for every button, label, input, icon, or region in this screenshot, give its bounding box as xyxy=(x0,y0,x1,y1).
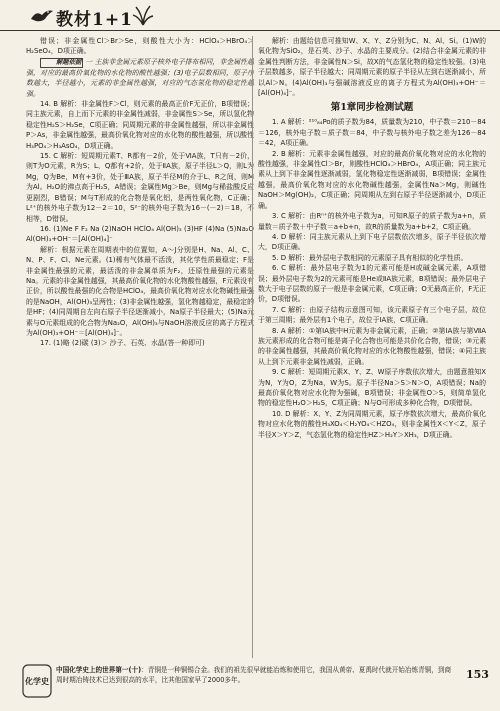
column-divider xyxy=(252,36,253,658)
method-note xyxy=(26,57,254,99)
method-note-text: 一 主族非金属元素原子核外电子排布相同，非金属性越强，对应的最高价氧化物的水化物的酸性越强；(3)电子层数相同，原子序数越大，半径越小，元素的非金属性越强，对应的气态氢化物的稳定性越强。 xyxy=(26,57,254,98)
test-answer-7: 7. C 解析：由原子结构示意图可知，该元素原子有三个电子层，故位于第三周期；最外层有1个电子，故位于ⅠA族，C项正确。 xyxy=(258,305,486,325)
history-note-body: ：青铜是一种铜锡合金。我们的祖先很早就能冶炼和使用它，我国从黄帝、夏禹时代就开始冶炼青铜，到商周时期冶铸技术已达到很高的水平，比其他国家早了2000多年。 xyxy=(56,666,452,684)
answer-item-15: 15. C 解析：短周期元素T、R都有－2价，处于ⅥA族，T只有－2价，则T为O元素，R为S；L、Q都有+2价，处于ⅡA族，原子半径L＞Q，则L为Mg，Q为Be，M有+3价，处于ⅢA族，原子半径M的介于L、R之间，则M为Al。H₂O的沸点高于H₂S，A错误；金属性Mg＞Be，则Mg与稀盐酸反应更剧烈，B错误；M与T形成的化合物是氧化铝，是两性氧化物，C正确；L²⁺的核外电子数为12－2＝10，S²⁻的核外电子数为16－(－2)＝18，不相等，D错误。 xyxy=(26,152,254,223)
section-title: 第1章同步检测试题 xyxy=(330,102,414,114)
grass-ornament-icon xyxy=(132,4,154,26)
answer-item-16-explanation: 解析：根据元素在周期表中的位置知，A～J分别是H、Na、Al、C、N、P、F、Cl、Ne元素。(1)稀有气体最不活泼，其化学性质最稳定；F是非金属性最强的元素，最活泼的非金属单质为F₂，还原性最强的元素是Na。元素的非金属性越强，其最高价氧化物的水化物酸性越强，F元素没有正价，所以酸性最强的化合物是HClO₄，最高价氧化物对应水化物碱性最强的是NaOH，Al(OH)₃呈两性；(3)非金属性越强，氢化物越稳定，最稳定的是HF；(4)同周期自左向右原子半径逐渐减小，Na原子半径最大；(5)Na元素与O元素组成的化合物为Na₂O，Al(OH)₃与NaOH溶液反应的离子方程式为Al(OH)₃+OH⁻＝[Al(OH)₄]⁻。 xyxy=(26,245,254,337)
method-tag: 解题依据 xyxy=(40,58,83,68)
answer-item-17: 17. (1)略 (2)碳 (3)＞ 沙子、石英、水晶(答一种即可) xyxy=(40,339,205,348)
bird-logo-icon xyxy=(30,6,54,24)
answer-item-14: 14. B 解析：非金属性F＞Cl，则元素的最高正价F无正价，B项错误；同主族元素，自上而下元素的非金属性减弱，非金属性S＞Se，所以氢化物稳定性H₂S＞H₂Se，C项正确；同周期元素的非金属性越强，所以非金属性P＞As，非金属性越强，最高价氧化物对应的水化物的酸性越强，所以酸性H₃PO₄＞H₃AsO₄，D项正确。 xyxy=(26,100,254,150)
test-answer-3: 3. C 解析：由Rⁿ⁺的核外电子数为a，可知R原子的质子数为a+n，质量数＝质子数＋中子数＝a+b+n，故R的质量数为a+b+2，C项正确。 xyxy=(258,212,486,231)
answer-paragraph: 错误；非金属性Cl＞Br＞Se，则酸性大小为：HClO₄＞HBrO₄＞H₂SeO₄，D项正确。 xyxy=(26,37,254,56)
page-number: 153 xyxy=(466,668,489,681)
brand-title: 教材1+1 xyxy=(56,10,133,30)
test-answer-9: 9. C 解析：短周期元素X、Y、Z、W原子序数依次增大，由题意推知X为N，Y为O，Z为Na，W为S。原子半径Na＞S＞N＞O，A项错误；Na的最高价氧化物对应水化物为强碱，B项错误；非金属性O＞S，则简单氢化物的稳定性H₂O＞H₂S，C项正确；N与O可形成多种化合物，D项错误。 xyxy=(258,368,486,408)
history-note-title: 中国化学史上的世界第一(十) xyxy=(56,666,142,674)
left-column xyxy=(26,36,254,658)
test-answer-8: 8. A 解析：①第ⅠA族中H元素为非金属元素，正确；②第ⅠA族与第ⅦA族元素形成的化合物可能是离子化合物也可能是共价化合物，错误；③元素的非金属性越强，其最高价氧化物对应的水化物酸性越强，错误；④同主族从上到下元素非金属性减弱，正确。 xyxy=(258,326,486,366)
page-footer xyxy=(0,660,500,711)
answer-item-16: 16. (1)Ne F F₂ Na (2)NaOH HClO₄ Al(OH)₃ (3)HF (4)Na (5)Na₂O Al(OH)₃+OH⁻＝[Al(OH)₄]⁻ xyxy=(26,224,254,244)
test-answer-2: 2. B 解析：元素非金属性越强，对应的最高价氧化物对应的水化物的酸性越强，非金属性Cl＞Br，则酸性HClO₄＞HBrO₄，A项正确；同主族元素从上到下非金属性逐渐减弱，氢化物稳定性逐渐减弱，B项错误；金属性越强，最高价氧化物对应的水化物碱性越强，金属性Na＞Mg，则碱性NaOH＞Mg(OH)₂，C项正确；同周期从左到右原子半径逐渐减小，D项正确。 xyxy=(258,149,486,210)
right-column xyxy=(258,36,486,658)
test-answer-1: 1. A 解析：²¹⁰₈₄Po的质子数为84，质量数为210，中子数＝210－84＝126，核外电子数＝质子数＝84，中子数与核外电子数之差为126－84＝42，A项正确。 xyxy=(258,118,486,148)
test-answer-5: 5. D 解析：最外层电子数相同的元素原子具有相似的化学性质。 xyxy=(272,253,468,262)
page-header xyxy=(0,0,500,31)
chemistry-history-badge-icon xyxy=(22,664,52,698)
test-answer-6: 6. C 解析：最外层电子数为1的元素可能是H或碱金属元素，A项错误；最外层电子数为2的元素可能是He或ⅡA族元素，B项错误；最外层电子数大于电子层数的原子一般是非金属元素，C项正确；O无最高正价，F无正价，D项错误。 xyxy=(258,264,486,304)
answer-item-17-explanation: 解析：由题给信息可推知W、X、Y、Z分别为C、N、Al、Si。(1)W的氧化物为SiO₂，是石英、沙子、水晶的主要成分。(2)结合非金属元素的非金属性判断方法，非金属性N＞Si，故X的气态氢化物的稳定性较强。(3)电子层数越多，原子半径越大；同周期元素的原子半径从左到右逐渐减小，所以Al＞N。(4)Al(OH)₃与强碱溶液反应的离子方程式为Al(OH)₃+OH⁻＝[Al(OH)₄]⁻。 xyxy=(258,37,486,98)
test-answer-10: 10. D 解析：X、Y、Z为同周期元素，原子序数依次增大，最高价氧化物对应水化物的酸性H₃XO₄＜H₂YO₄＜HZO₄，则非金属性X＜Y＜Z，原子半径X＞Y＞Z，气态氢化物的稳定性HZ＞H₂Y＞XH₃，D项正确。 xyxy=(258,409,486,439)
badge-text: 化学史 xyxy=(25,676,49,686)
history-note xyxy=(56,665,456,685)
test-answer-4: 4. D 解析：同主族元素从上到下电子层数依次增多，原子半径依次增大，D项正确。 xyxy=(258,232,486,252)
